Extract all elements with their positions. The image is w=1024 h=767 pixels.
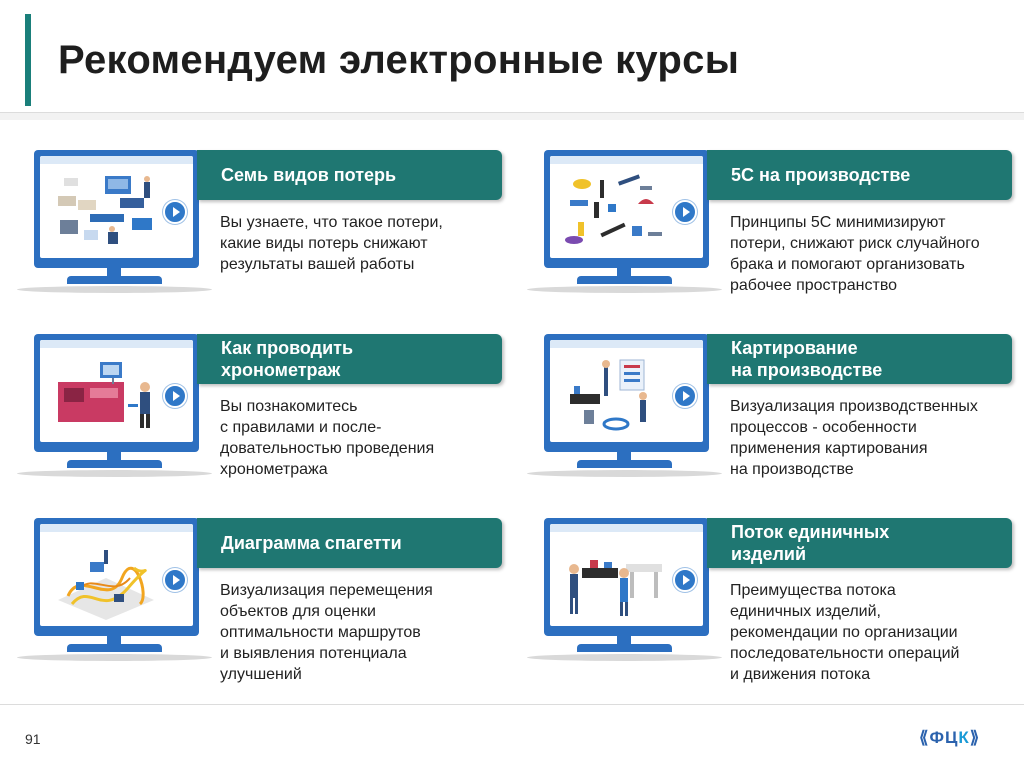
course-title-banner[interactable] (707, 518, 1012, 568)
monitor-icon (522, 334, 722, 482)
workers-at-stations-illustration (560, 538, 672, 620)
course-title-banner[interactable] (197, 150, 502, 200)
course-card[interactable] (522, 518, 1022, 688)
tools-on-table-illustration (560, 170, 672, 252)
course-title: Диаграмма спагетти (221, 533, 402, 553)
factory-floor-illustration (50, 170, 162, 252)
course-title-banner[interactable] (197, 518, 502, 568)
course-description: Визуализация перемещения объектов для оценки оптимальности маршрутов и выявления потенциала улучшений (220, 582, 433, 683)
play-icon[interactable] (163, 200, 187, 224)
course-title-banner[interactable] (707, 334, 1012, 384)
course-description: Принципы 5С минимизируют потери, снижают риск случайного брака и помогают организовать рабочее пространство (730, 214, 980, 294)
course-card[interactable] (522, 150, 1022, 320)
page-number: 91 (25, 731, 41, 747)
course-title: Семь видов потерь (221, 165, 397, 185)
worker-at-machine-illustration (50, 354, 162, 436)
play-icon[interactable] (163, 384, 187, 408)
course-description: Вы познакомитесь с правилами и после- довательностью проведения хронометража (220, 398, 435, 478)
monitor-icon (12, 334, 212, 482)
play-icon[interactable] (673, 568, 697, 592)
fck-logo: ⟪ФЦК⟫ (919, 728, 981, 747)
play-icon[interactable] (673, 200, 697, 224)
play-icon[interactable] (673, 384, 697, 408)
course-card[interactable] (12, 334, 512, 504)
course-title: Как проводить хронометраж (221, 338, 354, 380)
play-icon[interactable] (163, 568, 187, 592)
title-accent-bar (25, 14, 31, 106)
course-description: Вы узнаете, что такое потери, какие виды потерь снижают результаты вашей работы (220, 214, 443, 273)
monitor-icon (12, 518, 212, 666)
course-title-banner[interactable] (197, 334, 502, 384)
course-title-banner[interactable] (707, 150, 1012, 200)
footer (0, 705, 1024, 767)
spaghetti-diagram-illustration (50, 538, 162, 620)
course-description: Преимущества потока единичных изделий, рекомендации по организации последовательности операций и движения потока (730, 582, 960, 683)
divider (0, 112, 1024, 113)
course-description: Визуализация производственных процессов - особенности применения картирования на производстве (730, 398, 978, 478)
course-card[interactable] (12, 518, 512, 688)
course-title: 5С на производстве (731, 165, 911, 185)
monitor-icon (522, 518, 722, 666)
process-map-illustration (560, 354, 672, 436)
monitor-icon (12, 150, 212, 298)
page-title: Рекомендуем электронные курсы (58, 38, 740, 82)
course-card[interactable] (12, 150, 512, 320)
course-title: Поток единичных изделий (731, 522, 890, 564)
course-card[interactable] (522, 334, 1022, 504)
monitor-icon (522, 150, 722, 298)
course-title: Картирование на производстве (731, 338, 883, 380)
